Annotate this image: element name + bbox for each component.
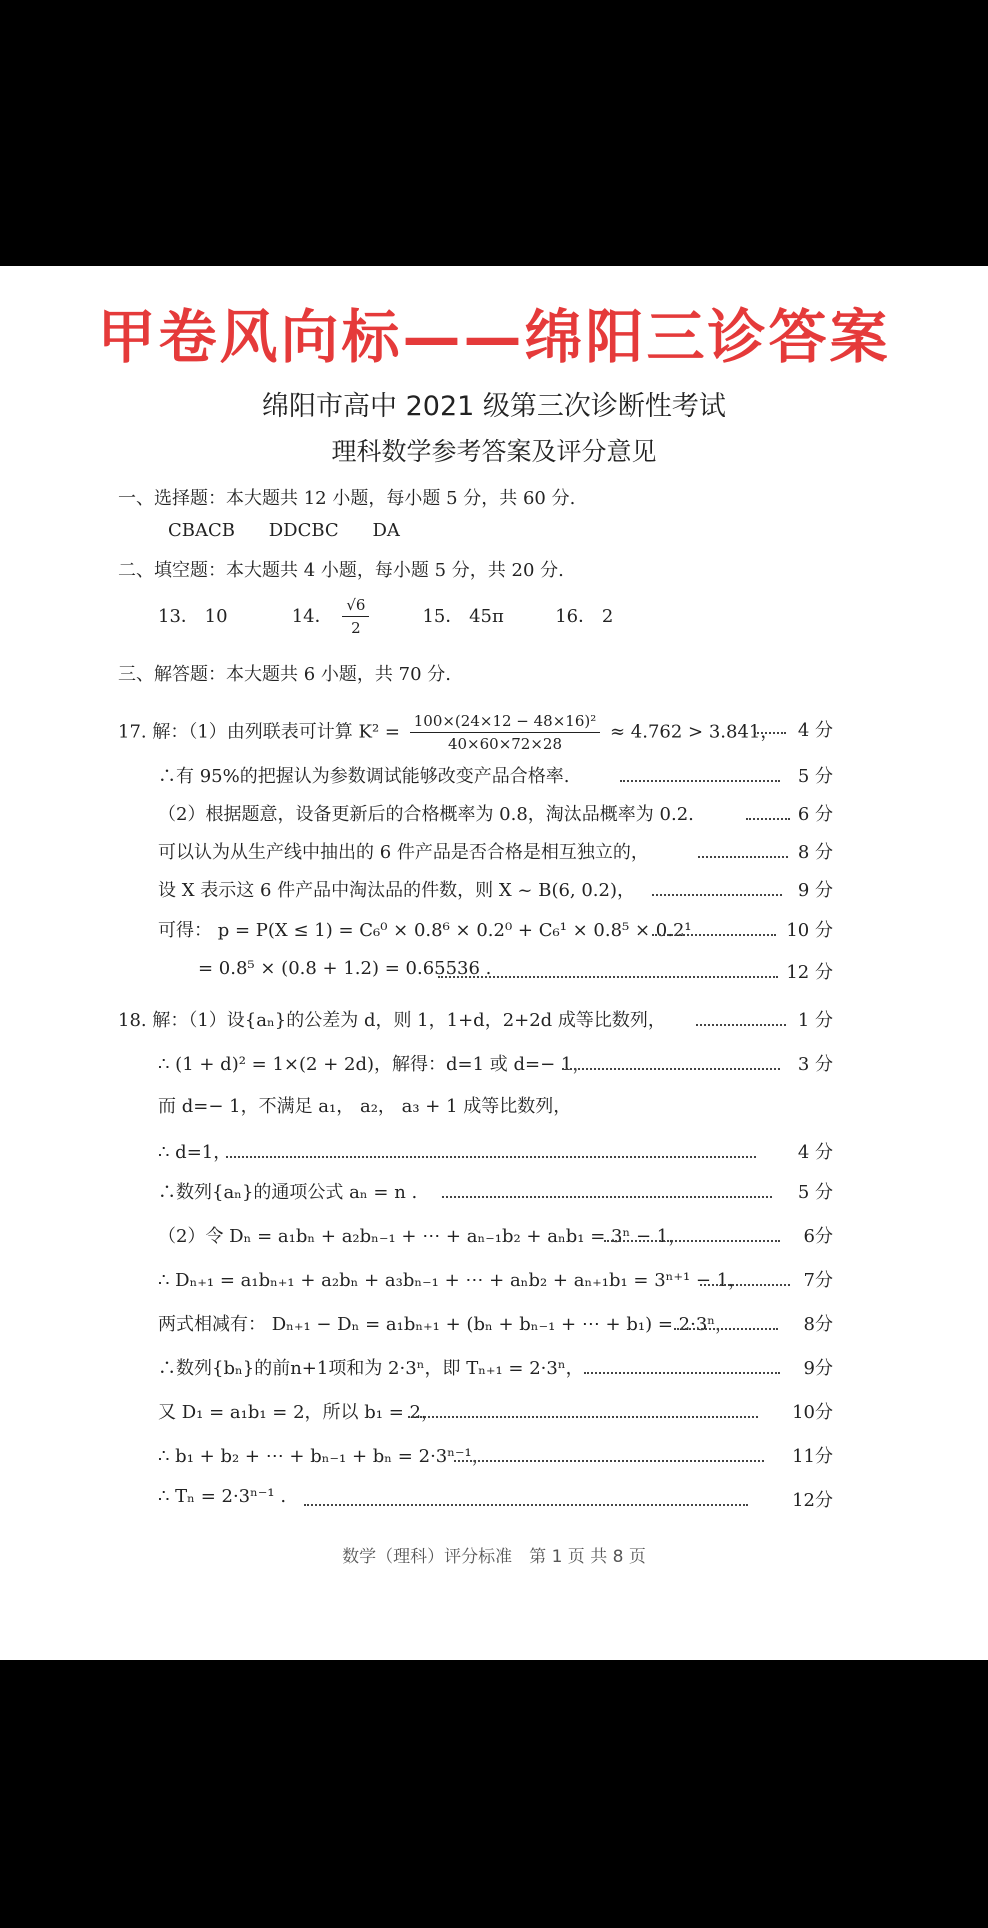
dotted-leader: [604, 1222, 780, 1242]
q18-step-2: [158, 1050, 833, 1080]
dotted-leader: [700, 1266, 790, 1286]
choice-answer-group: CBACB: [168, 520, 235, 541]
choice-answer-group: DDCBC: [268, 520, 339, 541]
section2-heading: 二、填空题：本大题共 4 小题，每小题 5 分，共 20 分.: [118, 560, 564, 581]
dotted-leader: [746, 800, 790, 820]
score-label: 8分: [803, 1314, 833, 1335]
q18-step-12: [158, 1486, 833, 1516]
step-text: ∴ b₁ + b₂ + ⋯ + bₙ₋₁ + bₙ = 2·3ⁿ⁻¹，: [158, 1446, 490, 1467]
score-label: 3 分: [797, 1054, 833, 1075]
dotted-leader: [696, 1006, 786, 1026]
dotted-leader: [442, 1178, 772, 1198]
dotted-leader: [674, 1310, 778, 1330]
fill-answer-item: [292, 594, 417, 639]
q17-step-7: [158, 958, 833, 988]
step-text: ∴ Tₙ = 2·3ⁿ⁻¹ .: [158, 1486, 287, 1507]
section1-heading: 一、选择题：本大题共 12 小题，每小题 5 分，共 60 分.: [118, 488, 576, 509]
q17-k2-fraction: [410, 710, 601, 755]
step-text: 18. 解：（1）设{aₙ}的公差为 d，则 1，1+d，2+2d 成等比数列，: [118, 1010, 666, 1031]
score-label: 10分: [792, 1402, 833, 1423]
score-label: 12分: [792, 1490, 833, 1511]
q18-step-9: [158, 1354, 833, 1384]
step-text: 可以认为从生产线中抽出的 6 件产品是否合格是相互独立的，: [158, 842, 649, 863]
step-text: 两式相减有： Dₙ₊₁ − Dₙ = a₁bₙ₊₁ + (bₙ + bₙ₋₁ + ⋯ + b₁) = 2·3ⁿ，: [158, 1314, 734, 1335]
fill-answer-item: [422, 602, 549, 628]
fill-answer-value: 45π: [469, 605, 504, 627]
step-text: ∴ (1 + d)² = 1×(2 + 2d)，解得：d=1 或 d=− 1，: [158, 1054, 591, 1075]
fraction-denominator: 2: [351, 619, 361, 637]
dotted-leader: [408, 1398, 758, 1418]
score-label: 10 分: [786, 920, 833, 941]
score-label: 7分: [803, 1270, 833, 1291]
score-label: 9分: [803, 1358, 833, 1379]
score-label: 6分: [803, 1226, 833, 1247]
dotted-leader: [584, 1354, 780, 1374]
fill-answer-value: 2: [601, 605, 614, 627]
step-text: ∴数列{aₙ}的通项公式 aₙ = n .: [158, 1182, 418, 1203]
step-text: 又 D₁ = a₁b₁ = 2，所以 b₁ = 2，: [158, 1402, 439, 1423]
fill-answer-item: [158, 602, 286, 628]
section3-heading: 三、解答题：本大题共 6 小题，共 70 分.: [118, 664, 451, 685]
q17-formula: [118, 710, 778, 755]
fraction-denominator: 40×60×72×28: [447, 735, 563, 753]
dotted-leader: [454, 1442, 764, 1462]
q18-step-11: [158, 1442, 833, 1472]
answer-sheet-page: [0, 266, 988, 1660]
score-label: 8 分: [797, 842, 833, 863]
score-label: 4 分: [797, 720, 833, 741]
q17-formula-lead: 17. 解：（1）由列联表可计算 K² =: [118, 721, 400, 743]
step-text: = 0.8⁵ × (0.8 + 1.2) = 0.65536 .: [198, 958, 492, 979]
page-footer: 数学（理科）评分标准 第 1 页 共 8 页: [342, 1547, 646, 1567]
step-text: ∴ d=1，: [158, 1142, 232, 1163]
step-text: 可得： p = P(X ≤ 1) = C₆⁰ × 0.8⁶ × 0.2⁰ + C₆¹ × 0.8⁵ × 0.2¹: [158, 920, 692, 941]
score-label: 9 分: [797, 880, 833, 901]
fill-answers: [158, 594, 635, 639]
step-text: 而 d=− 1，不满足 a₁， a₂， a₃ + 1 成等比数列，: [158, 1096, 572, 1117]
score-label: 1 分: [797, 1010, 833, 1031]
dotted-leader: [226, 1138, 756, 1158]
q17-step-3: [158, 800, 833, 830]
q18-step-10: [158, 1398, 833, 1428]
dotted-leader: [754, 714, 786, 734]
fraction-numerator: 100×(24×12 − 48×16)²: [410, 710, 601, 733]
q17-step-6: [158, 916, 833, 946]
dotted-leader: [438, 958, 778, 978]
dotted-leader: [652, 916, 776, 936]
score-label: 5 分: [797, 766, 833, 787]
q18-step-3: [158, 1092, 833, 1122]
exam-title: 绵阳市高中 2021 级第三次诊断性考试: [262, 391, 726, 422]
q18-step-8: [158, 1310, 833, 1340]
step-text: （2）根据题意，设备更新后的合格概率为 0.8，淘汰品概率为 0.2.: [158, 804, 694, 825]
q18-step-4: [158, 1138, 833, 1168]
step-text: ∴ Dₙ₊₁ = a₁bₙ₊₁ + a₂bₙ + a₃bₙ₋₁ + ⋯ + aₙb₂ + aₙ₊₁b₁ = 3ⁿ⁺¹ − 1，: [158, 1270, 747, 1291]
dotted-leader: [620, 762, 780, 782]
step-text: ∴数列{bₙ}的前n+1项和为 2·3ⁿ，即 Tₙ₊₁ = 2·3ⁿ，: [158, 1358, 584, 1379]
q17-step-2: [158, 762, 833, 792]
step-text: ∴有 95%的把握认为参数调试能够改变产品合格率.: [158, 766, 570, 787]
q18-step-5: [158, 1178, 833, 1208]
fraction-numerator: √6: [342, 594, 369, 617]
banner-title: 甲卷风向标——绵阳三诊答案: [97, 303, 891, 371]
dotted-leader: [562, 1050, 780, 1070]
q18-step-1: [118, 1006, 833, 1036]
fill-answer-number: 14．: [291, 605, 333, 627]
score-label: 11分: [792, 1446, 833, 1467]
fill-answer-number: 13．: [158, 605, 199, 627]
q17-step-1: [118, 704, 833, 753]
score-label: 4 分: [797, 1142, 833, 1163]
fill-answer-number: 15．: [422, 605, 464, 627]
dotted-leader: [652, 876, 782, 896]
fill-answer-item: [555, 602, 635, 628]
score-label: 5 分: [797, 1182, 833, 1203]
q18-step-6: [158, 1222, 833, 1252]
exam-subtitle: 理科数学参考答案及评分意见: [331, 437, 657, 466]
q18-step-7: [158, 1266, 833, 1296]
q17-step-4: [158, 838, 833, 868]
fill-answer-fraction: [342, 594, 369, 639]
dotted-leader: [698, 838, 788, 858]
q17-step-5: [158, 876, 833, 906]
choice-answers: [168, 520, 428, 541]
step-text: （2）令 Dₙ = a₁bₙ + a₂bₙ₋₁ + ⋯ + aₙ₋₁b₂ + aₙb₁ = 3ⁿ − 1，: [158, 1226, 687, 1247]
fill-answer-number: 16．: [555, 605, 597, 627]
fill-answer-value: 10: [204, 605, 228, 627]
dotted-leader: [304, 1486, 748, 1506]
step-text: 设 X 表示这 6 件产品中淘汰品的件数，则 X ~ B(6, 0.2)，: [158, 880, 636, 901]
q17-formula-result: ≈ 4.762 > 3.841，: [609, 721, 779, 743]
choice-answer-group: DA: [372, 520, 400, 541]
score-label: 12 分: [786, 962, 833, 983]
score-label: 6 分: [797, 804, 833, 825]
